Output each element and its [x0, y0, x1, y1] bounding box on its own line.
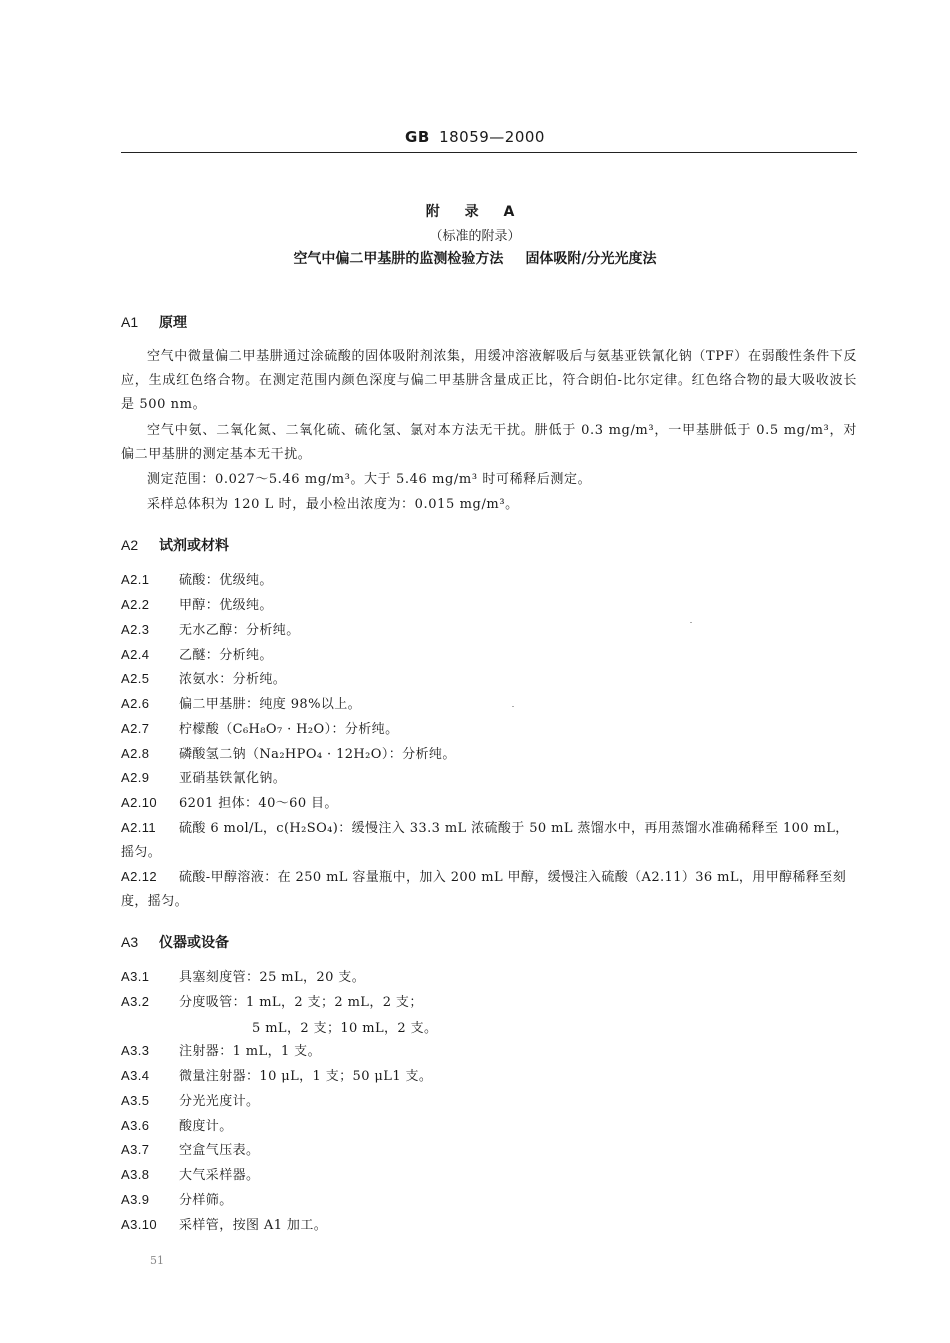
header-rule	[121, 152, 857, 153]
section-title: 试剂或材料	[159, 538, 229, 554]
list-item: A2.2 甲醇：优级纯。	[121, 597, 273, 613]
paragraph-detection-limit: 采样总体积为 120 L 时，最小检出浓度为：0.015 mg/m³。	[147, 497, 519, 512]
appendix-main-title	[0, 248, 950, 268]
scan-speck	[512, 706, 514, 707]
list-item: A3.1 具塞刻度管：25 mL，20 支。	[121, 969, 366, 985]
paragraph-interference: 空气中氨、二氧化氮、二氧化硫、硫化氢、氯对本方法无干扰。肼低于 0.3 mg/m³，一甲基肼低于 0.5 mg/m³，对偏二甲基肼的测定基本无干扰。	[121, 423, 857, 462]
page-number: 51	[150, 1254, 164, 1267]
list-item: A2.5 浓氨水：分析纯。	[121, 671, 287, 687]
list-item: A3.8 大气采样器。	[121, 1167, 260, 1183]
main-title-part-a: 空气中偏二甲基肼的监测检验方法	[293, 251, 504, 267]
list-item: A3.2 分度吸管：1 mL，2 支；2 mL，2 支；	[121, 994, 423, 1010]
list-item: A3.3 注射器：1 mL，1 支。	[121, 1043, 321, 1059]
section-number: A2	[121, 537, 139, 553]
list-item: A2.10 6201 担体：40～60 目。	[121, 795, 338, 811]
list-item: A3.5 分光光度计。	[121, 1093, 260, 1109]
list-item: A2.6 偏二甲基肼：纯度 98%以上。	[121, 696, 362, 712]
section-title: 仪器或设备	[159, 935, 229, 951]
section-heading-a1	[121, 312, 187, 332]
list-item: A2.7 柠檬酸（C₆H₈O₇ · H₂O）：分析纯。	[121, 721, 399, 737]
main-title-part-b: 固体吸附/分光光度法	[525, 251, 657, 267]
list-item: A3.10 采样管，按图 A1 加工。	[121, 1217, 328, 1233]
standard-header	[0, 128, 950, 146]
standard-prefix: GB	[405, 128, 430, 146]
section-heading-a2	[121, 535, 229, 555]
list-item: A2.12 硫酸-甲醇溶液：在 250 mL 容量瓶中，加入 200 mL 甲醇，缓慢注入硫酸（A2.11）36 mL，用甲醇稀释至刻度，摇匀。	[121, 869, 847, 909]
list-item: A2.1 硫酸：优级纯。	[121, 572, 273, 588]
appendix-title: 附 录 A	[425, 204, 525, 220]
section-number: A1	[121, 314, 139, 330]
standard-number: 18059—2000	[439, 128, 545, 146]
list-item: A3.9 分样筛。	[121, 1192, 233, 1208]
list-item: A2.3 无水乙醇：分析纯。	[121, 622, 300, 638]
paragraph-range: 测定范围：0.027～5.46 mg/m³。大于 5.46 mg/m³ 时可稀释后测定。	[147, 472, 592, 487]
section-number: A3	[121, 934, 139, 950]
list-item: A2.4 乙醚：分析纯。	[121, 647, 273, 663]
list-item: A2.8 磷酸氢二钠（Na₂HPO₄ · 12H₂O）：分析纯。	[121, 746, 456, 762]
appendix-subtitle: （标准的附录）	[429, 229, 521, 244]
list-item: A2.11 硫酸 6 mol/L，c(H₂SO₄)：缓慢注入 33.3 mL 浓硫酸于 50 mL 蒸馏水中，再用蒸馏水准确稀释至 100 mL，摇匀。	[121, 820, 849, 860]
list-item: A3.4 微量注射器：10 μL，1 支；50 μL1 支。	[121, 1068, 433, 1084]
scan-speck	[690, 622, 692, 623]
list-item: A3.7 空盒气压表。	[121, 1142, 260, 1158]
paragraph-principle: 空气中微量偏二甲基肼通过涂硫酸的固体吸附剂浓集，用缓冲溶液解吸后与氨基亚铁氰化钠（TPF）在弱酸性条件下反应，生成红色络合物。在测定范围内颜色深度与偏二甲基肼含量成正比，符合朗伯-比尔定律。红色络合物的最大吸收波长是 500 nm。	[121, 349, 857, 412]
section-heading-a3	[121, 932, 229, 952]
section-title: 原理	[159, 315, 187, 331]
list-item: A3.6 酸度计。	[121, 1118, 233, 1134]
list-item: A2.9 亚硝基铁氰化钠。	[121, 770, 287, 786]
list-item-continuation: 5 mL，2 支；10 mL，2 支。	[252, 1021, 438, 1036]
